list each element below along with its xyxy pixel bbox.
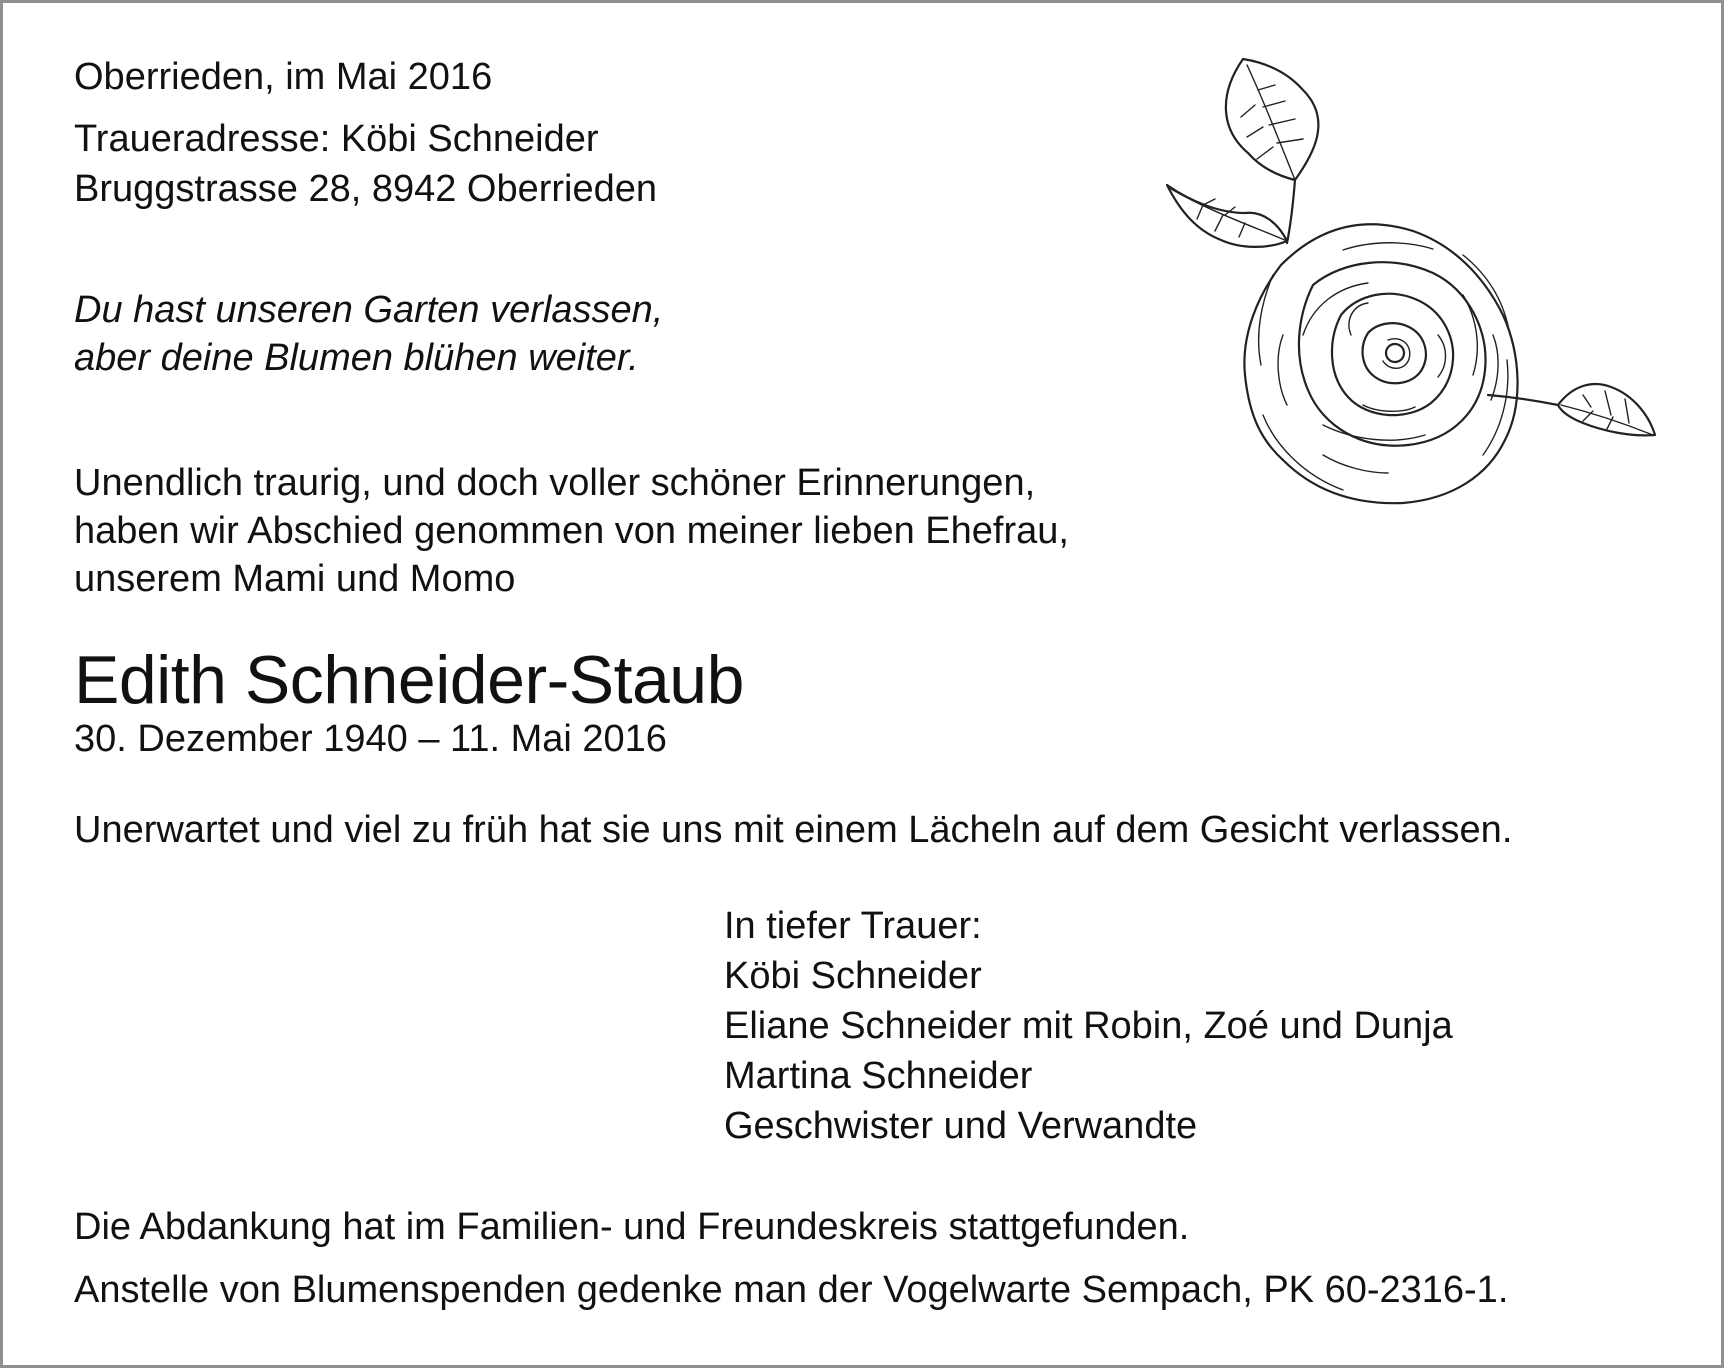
deceased-name: Edith Schneider-Staub: [74, 642, 744, 718]
intro-line-3: unserem Mami und Momo: [74, 558, 516, 600]
intro-line-2: haben wir Abschied genommen von meiner lieben Ehefrau,: [74, 510, 1069, 552]
ceremony-note: Die Abdankung hat im Familien- und Freundeskreis stattgefunden.: [74, 1206, 1190, 1248]
mourner-name: Geschwister und Verwandte: [724, 1105, 1198, 1147]
life-dates: 30. Dezember 1940 – 11. Mai 2016: [74, 718, 667, 760]
place-date: Oberrieden, im Mai 2016: [74, 56, 493, 98]
quote-line-2: aber deine Blumen blühen weiter.: [74, 337, 639, 379]
rose-drawing-icon: [1163, 35, 1663, 535]
mourner-name: Martina Schneider: [724, 1055, 1033, 1097]
mourning-address-line-2: Bruggstrasse 28, 8942 Oberrieden: [74, 168, 658, 210]
quote-line-1: Du hast unseren Garten verlassen,: [74, 289, 664, 331]
mourning-address-line-1: Traueradresse: Köbi Schneider: [74, 118, 599, 160]
mourner-name: Köbi Schneider: [724, 955, 982, 997]
mourner-name: Eliane Schneider mit Robin, Zoé und Dunja: [724, 1005, 1453, 1047]
farewell-message: Unerwartet und viel zu früh hat sie uns mit einem Lächeln auf dem Gesicht verlassen.: [74, 809, 1513, 851]
mourners-heading: In tiefer Trauer:: [724, 905, 982, 947]
intro-line-1: Unendlich traurig, und doch voller schöner Erinnerungen,: [74, 462, 1036, 504]
donation-note: Anstelle von Blumenspenden gedenke man der Vogelwarte Sempach, PK 60-2316-1.: [74, 1269, 1509, 1311]
